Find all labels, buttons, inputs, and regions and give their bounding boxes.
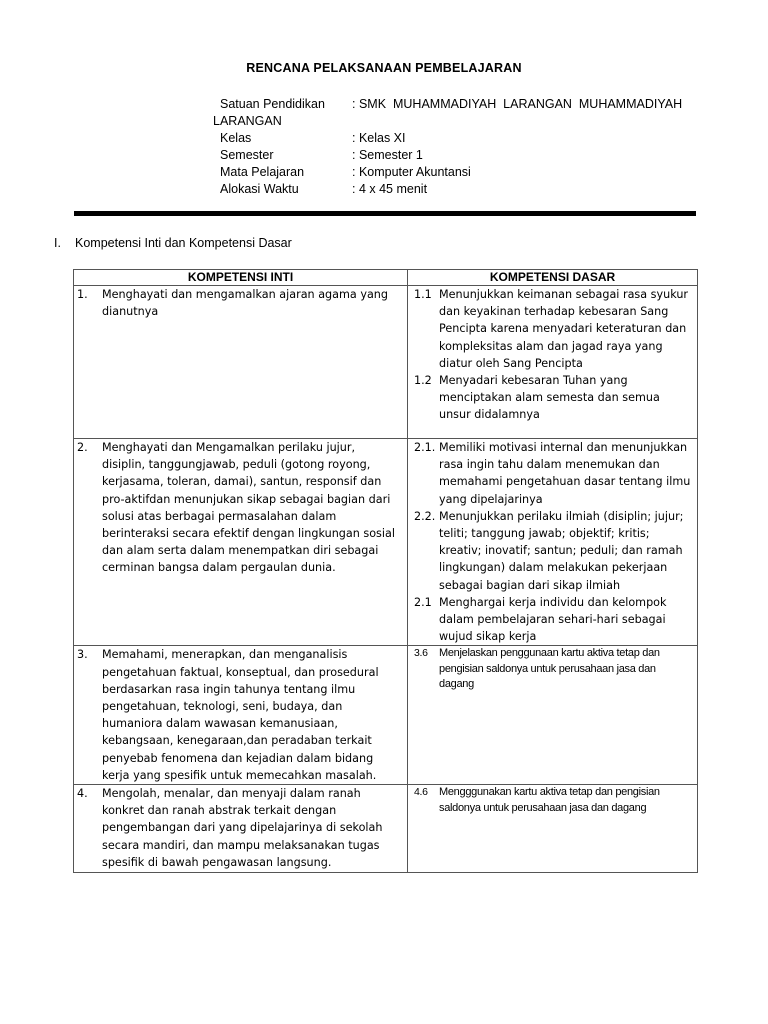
- kd-number: 1.1: [414, 288, 432, 301]
- ki-item: [74, 439, 407, 577]
- identity-value: : Semester 1: [352, 148, 423, 162]
- identity-row-kelas: [220, 131, 696, 148]
- table-row: [74, 646, 698, 785]
- identity-value: : Kelas XI: [352, 131, 406, 145]
- kd-item: [408, 594, 697, 646]
- table-row: [74, 439, 698, 646]
- identity-value: : Komputer Akuntansi: [352, 165, 471, 179]
- kd-cell: [408, 785, 698, 873]
- kd-item: [408, 286, 697, 372]
- ki-text: Menghayati dan mengamalkan ajaran agama yang dianutnya: [102, 288, 388, 319]
- ki-number: 2.: [77, 441, 88, 454]
- kd-number: 2.1: [414, 595, 432, 609]
- identity-value-continuation: LARANGAN: [213, 114, 282, 128]
- identity-row-mapel: [220, 165, 696, 182]
- kd-item: [408, 372, 697, 424]
- ki-text: Memahami, menerapkan, dan menganalisis pengetahuan faktual, konseptual, dan prosedural berdasarkan rasa ingin tahunya tentang ilmu pengetahuan, teknologi, seni, budaya, dan humaniora dalam wawasan kemanusiaan, kebangsaan, kenegaraan,dan peradaban terkait penyebab fenomena dan kejadian dalam bidang kerja yang spesifik untuk memecahkan masalah.: [102, 648, 379, 782]
- identity-value-text: : SMK MUHAMMADIYAH LARANGAN MUHAMMADIYAH: [352, 97, 683, 111]
- header-kompetensi-dasar: KOMPETENSI DASAR: [408, 270, 698, 286]
- ki-number: 1.: [77, 288, 88, 301]
- identity-value: : 4 x 45 menit: [352, 182, 428, 196]
- ki-cell: [74, 439, 408, 646]
- ki-item: [74, 785, 407, 871]
- kd-cell: [408, 646, 698, 785]
- kd-text: Menunjukkan perilaku ilmiah (disiplin; jujur; teliti; tanggung jawab; objektif; kritis; kreativ; inovatif; santun; peduli; dan ramah lingkungan) dalam melakukan pekerjaan sebagai bagian dari sikap ilmiah: [439, 509, 684, 592]
- kd-text: Memiliki motivasi internal dan menunjukkan rasa ingin tahu dalam menemukan dan memahami pengetahuan dasar tentang ilmu yang dipelajarinya: [439, 441, 691, 506]
- kd-item: [408, 508, 697, 594]
- kd-number: 2.1.: [414, 441, 436, 454]
- kd-number: 1.2: [414, 374, 432, 388]
- kd-text: Menunjukkan keimanan sebagai rasa syukur dan keyakinan terhadap kebesaran Sang Pencipta karena menyadari keteraturan dan kompleksitas alam dan jagad raya yang diatur oleh Sang Pencipta: [439, 288, 689, 370]
- identity-row-satuan: [213, 97, 696, 128]
- identity-label: Alokasi Waktu: [220, 182, 299, 196]
- identity-label: Semester: [220, 148, 274, 162]
- ki-text: Menghayati dan Mengamalkan perilaku jujur, disiplin, tanggungjawab, peduli (gotong royong, kerjasama, toleran, damai), santun, responsif dan pro-aktifdan menunjukan sikap sebagai bagian dari solusi atas berbagai permasalahan dalam berinteraksi secara efektif dengan lingkungan sosial dan alam serta dalam menempatkan diri sebagai cerminan bangsa dalam pergaulan dunia.: [102, 441, 395, 575]
- kd-number: 2.2.: [414, 509, 436, 523]
- competency-table: [73, 269, 698, 873]
- table-header-row: [74, 270, 698, 286]
- header-divider: [74, 211, 696, 216]
- ki-text: Mengolah, menalar, dan menyaji dalam ranah konkret dan ranah abstrak terkait dengan pengembangan dari yang dipelajarinya di sekolah secara mandiri, dan mampu melaksanakan tugas spesifik di bawah pengawasan langsung.: [102, 787, 383, 869]
- kd-number: 3.6: [414, 647, 428, 660]
- section-number: I.: [54, 236, 61, 250]
- ki-cell: [74, 785, 408, 873]
- section-title: Kompetensi Inti dan Kompetensi Dasar: [75, 236, 292, 250]
- identity-label: Kelas: [220, 131, 252, 145]
- identity-label: Satuan Pendidikan: [220, 97, 325, 111]
- ki-item: [74, 286, 407, 320]
- ki-cell: [74, 286, 408, 439]
- ki-cell: [74, 646, 408, 785]
- kd-text: Mengggunakan kartu aktiva tetap dan pengisian saldonya untuk perusahaan jasa dan dagang: [439, 786, 660, 814]
- kd-number: 4.6: [414, 786, 428, 799]
- ki-item: [74, 646, 407, 784]
- document-title-text: RENCANA PELAKSANAAN PEMBELAJARAN: [246, 61, 522, 75]
- kd-cell: [408, 439, 698, 646]
- ki-number: 4.: [77, 787, 88, 801]
- document-title: [0, 61, 768, 75]
- identity-row-alokasi: [220, 182, 696, 199]
- table-row: [74, 286, 698, 439]
- kd-item: [408, 785, 697, 816]
- ki-number: 3.: [77, 648, 88, 662]
- table-row: [74, 785, 698, 873]
- kd-text: Menjelaskan penggunaan kartu aktiva tetap dan pengisian saldonya untuk perusahaan jasa dan dagang: [439, 647, 660, 691]
- kd-cell: [408, 286, 698, 439]
- kd-item: [408, 439, 697, 508]
- header-kompetensi-inti: KOMPETENSI INTI: [74, 270, 408, 286]
- identity-row-semester: [220, 148, 696, 165]
- identity-value: [352, 97, 696, 111]
- identity-label: Mata Pelajaran: [220, 165, 305, 179]
- kd-text: Menyadari kebesaran Tuhan yang menciptakan alam semesta dan semua unsur didalamnya: [439, 374, 660, 422]
- kd-text: Menghargai kerja individu dan kelompok dalam pembelajaran sehari-hari sebagai wujud sikap kerja: [439, 595, 667, 644]
- kd-item: [408, 646, 697, 693]
